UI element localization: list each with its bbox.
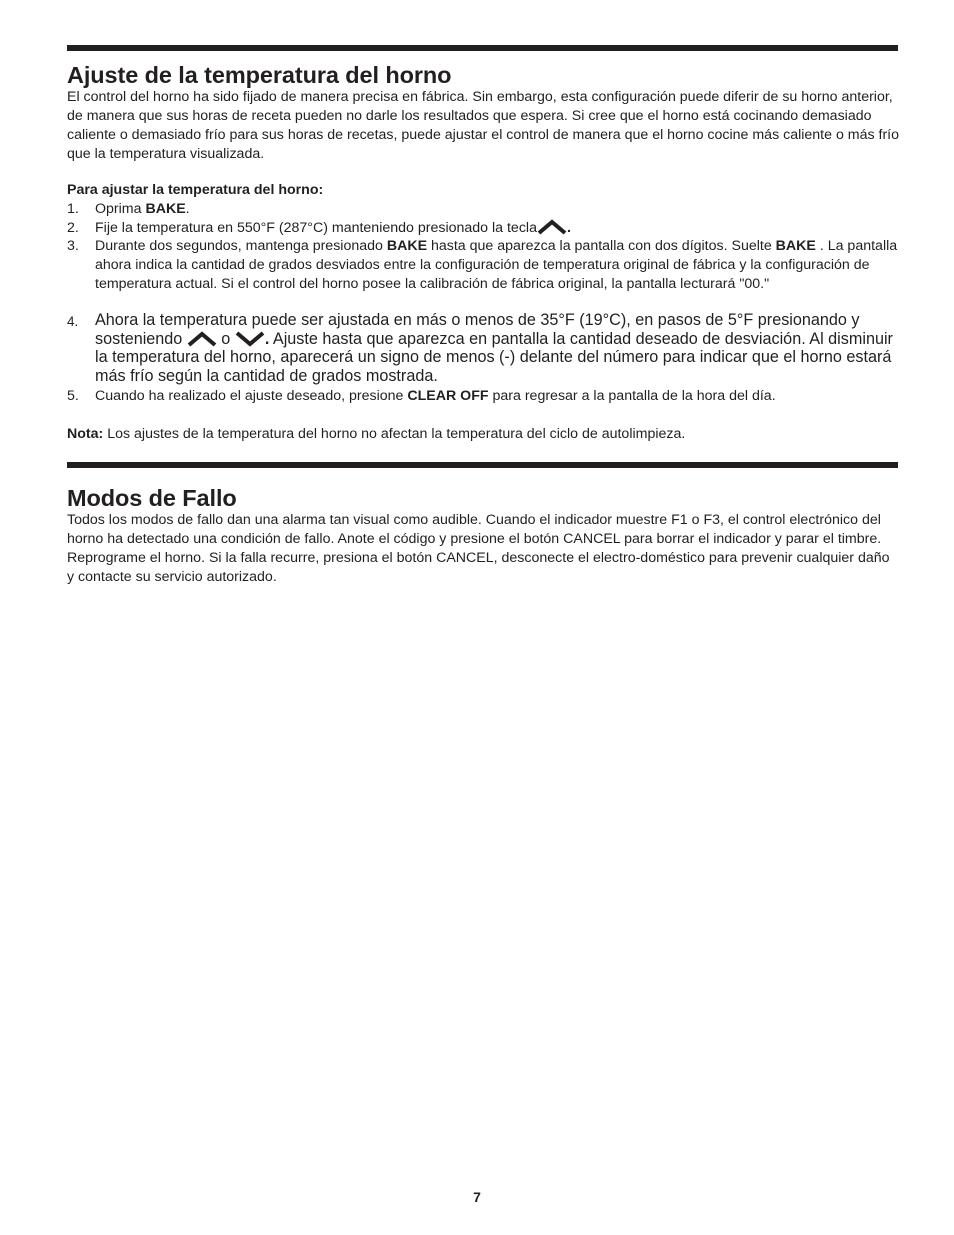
chevron-up-icon	[187, 331, 217, 347]
bake-key-label: BAKE	[386, 238, 428, 254]
item-text: Cuando ha realizado el ajuste deseado, presione CLEAR OFF para regresar a la pantalla de la hora del día.	[95, 388, 776, 404]
item-text: Durante dos segundos, mantenga presionado BAKE hasta que aparezca la pantalla con dos dígitos. Suelte BAKE . La pantalla ahora indica la cantidad de grados desviados entre la configuración de temperatura original de fábrica y la configuración de temperatura actual. Si el control del horno posee la calibración de fábrica original, la pantalla lecturará "00."	[95, 238, 898, 292]
subheading	[67, 181, 900, 200]
item-text: Fije la temperatura en 550°F (287°C) manteniendo presionado la tecla .	[95, 220, 571, 236]
note-text: Los ajustes de la temperatura del horno no afectan la temperatura del ciclo de autolimpieza.	[103, 426, 686, 442]
item-number: 4.	[67, 314, 79, 329]
intro-paragraph: El control del horno ha sido fijado de manera precisa en fábrica. Sin embargo, esta configuración puede diferir de su horno anterior, de manera que sus horas de receta pueden no darle los resultados que espera. Si cree que el horno está cocinando demasiado caliente o demasiado frío para sus horas de recetas, puede ajustar el control de manera que el horno cocine más caliente o más frío que la temperatura visualizada.	[67, 89, 900, 162]
list-item-4	[67, 311, 900, 385]
item-number: 5.	[67, 388, 79, 404]
item-number: 3.	[67, 238, 79, 254]
item-number: 2.	[67, 220, 79, 236]
section-title-temperature: Ajuste de la temperatura del horno	[67, 62, 452, 88]
chevron-up-icon	[537, 219, 567, 235]
item-text: Oprima BAKE.	[95, 201, 190, 217]
list-item-5	[67, 387, 900, 406]
note-label: Nota:	[67, 426, 104, 442]
failure-modes-paragraph: Todos los modos de fallo dan una alarma tan visual como audible. Cuando el indicador muestre F1 o F3, el control electrónico del horno ha detectado una condición de fallo. Anote el código y presione el botón CANCEL para borrar el indicador y parar el timbre. Reprograme el horno. Si la falla recurre, presiona el botón CANCEL, desconecte el electro-doméstico para prevenir cualquier daño y contacte su servicio autorizado.	[67, 512, 890, 585]
clear-off-key-label: CLEAR OFF	[407, 388, 489, 404]
list-item-3	[67, 237, 900, 294]
section-title-failure-modes: Modos de Fallo	[67, 485, 237, 511]
bake-key-label: BAKE	[145, 201, 186, 217]
list-item-2	[67, 219, 900, 238]
item-text: Ahora la temperatura puede ser ajustada en más o menos de 35°F (19°C), en pasos de 5°F presionando y sosteniendo o . Ajuste hasta que aparezca en pantalla la cantidad deseado de desviación. Al disminuir la temperatura del horno, aparecerá un signo de menos (-) delante del número para indicar que el horno estará más frío según la cantidad de grados mostrada.	[95, 311, 893, 385]
chevron-down-icon	[235, 331, 265, 347]
subheading-text: Para ajustar la temperatura del horno:	[67, 182, 324, 198]
page-number: 7	[473, 1189, 481, 1205]
section-divider	[67, 462, 898, 468]
list-item-1	[67, 200, 900, 219]
bake-key-label: BAKE	[775, 238, 816, 254]
top-rule	[67, 45, 898, 51]
item-number: 1.	[67, 201, 79, 217]
note	[67, 425, 900, 444]
